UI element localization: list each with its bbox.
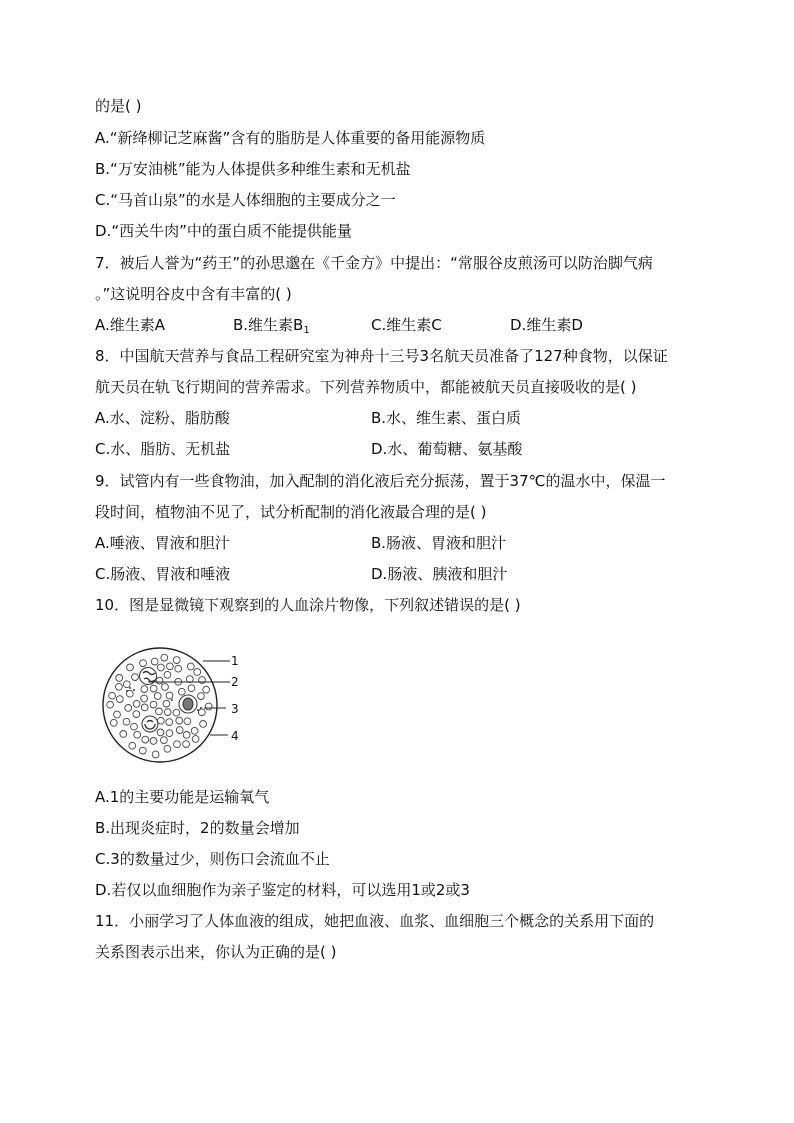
red-blood-cell [114, 711, 121, 718]
blood-smear-figure [100, 640, 250, 770]
red-blood-cell [150, 738, 157, 745]
platelet [129, 687, 131, 689]
red-blood-cell [156, 708, 163, 715]
red-blood-cell [158, 664, 165, 671]
red-blood-cell [158, 717, 165, 724]
red-blood-cell [134, 731, 141, 738]
figure-label-3: 3 [231, 702, 239, 716]
question-7-stem-line1: 7．被后人誉为“药王”的孙思邈在《千金方》中提出：“常服谷皮煎汤可以防治脚气病 [95, 254, 653, 272]
question-7-option-b [233, 315, 310, 335]
red-blood-cell [116, 675, 123, 682]
red-blood-cell [133, 711, 140, 718]
question-7-option-a: A.维生素A [95, 316, 166, 334]
red-blood-cell [166, 719, 173, 726]
question-6-option-d: D.“西关牛肉”中的蛋白质不能提供能量 [95, 222, 352, 240]
red-blood-cell [184, 718, 191, 725]
question-6-stem-end: 的是( ) [95, 97, 142, 115]
red-blood-cell [198, 709, 205, 716]
red-blood-cell [187, 663, 194, 670]
red-blood-cell [164, 671, 171, 678]
red-blood-cell [194, 669, 201, 676]
question-8-option-b: B.水、维生素、蛋白质 [371, 409, 522, 427]
question-7-stem-line2: 。”这说明谷皮中含有丰富的( ) [95, 285, 292, 303]
question-9-option-a: A.唾液、胃液和胆汁 [95, 534, 230, 552]
question-11-stem-line2: 关系图表示出来，你认为正确的是( ) [95, 943, 337, 961]
red-blood-cell [120, 731, 127, 738]
red-blood-cell [110, 719, 117, 726]
question-10-option-d: D.若仅以血细胞作为亲子鉴定的材料，可以选用1或2或3 [95, 881, 470, 899]
red-blood-cell [173, 709, 180, 716]
red-blood-cell [176, 717, 183, 724]
red-blood-cell [131, 723, 138, 730]
red-blood-cell [123, 681, 130, 688]
red-blood-cell [166, 692, 173, 699]
red-blood-cell [191, 727, 198, 734]
red-blood-cell [125, 705, 132, 712]
question-8-stem-line1: 8．中国航天营养与食品工程研究室为神舟十三号3名航天员准备了127种食物，以保证 [95, 347, 668, 365]
red-blood-cell [175, 665, 182, 672]
platelet [133, 689, 135, 691]
red-blood-cell [173, 657, 180, 664]
red-blood-cell [157, 729, 164, 736]
red-blood-cell [166, 730, 173, 737]
question-6-option-a: A.“新绛柳记芝麻酱”含有的脂肪是人体重要的备用能源物质 [95, 129, 486, 147]
red-blood-cell [156, 677, 163, 684]
question-9-stem-line1: 9．试管内有一些食物油，加入配制的消化液后充分振荡，置于37℃的温水中，保温一 [95, 472, 666, 490]
platelet [197, 709, 199, 711]
question-8-stem-line2: 航天员在轨飞行期间的营养需求。下列营养物质中，都能被航天员直接吸收的是( ) [95, 378, 637, 396]
red-blood-cell [141, 704, 148, 711]
question-9-option-c: C.肠液、胃液和唾液 [95, 565, 231, 583]
question-10-option-b: B.出现炎症时，2的数量会增加 [95, 819, 300, 837]
red-blood-cell [164, 709, 171, 716]
microscope-field-circle [103, 648, 217, 762]
red-blood-cell [142, 736, 149, 743]
blood-smear-svg [100, 640, 250, 770]
question-9-stem-line2: 段时间，植物油不见了，试分析配制的消化液最合理的是( ) [95, 503, 487, 521]
red-blood-cell [133, 700, 140, 707]
red-blood-cell [176, 727, 183, 734]
platelet [126, 690, 128, 692]
question-11-stem-line1: 11．小丽学习了人体血液的组成，她把血液、血浆、血细胞三个概念的关系用下面的 [95, 912, 655, 930]
red-blood-cell [163, 700, 170, 707]
question-7-option-b-text: B.维生素B [233, 316, 304, 334]
red-blood-cell [186, 676, 193, 683]
red-blood-cell [109, 692, 116, 699]
red-blood-cell [161, 654, 168, 661]
white-blood-cell [142, 716, 158, 732]
red-blood-cell [200, 721, 207, 728]
red-blood-cell [162, 684, 169, 691]
question-8-option-d: D.水、葡萄糖、氨基酸 [371, 440, 523, 458]
question-10-option-c: C.3的数量过少，则伤口会流血不止 [95, 850, 330, 868]
question-8-option-a: A.水、淀粉、脂肪酸 [95, 409, 230, 427]
red-blood-cell [129, 742, 136, 749]
figure-label-4: 4 [231, 729, 239, 743]
red-blood-cell [150, 685, 157, 692]
question-7-option-c: C.维生素C [371, 316, 442, 334]
red-blood-cell [152, 751, 159, 758]
white-blood-cell [179, 695, 197, 713]
red-blood-cell [132, 674, 139, 681]
red-blood-cell [141, 686, 148, 693]
figure-label-2: 2 [231, 675, 239, 689]
red-blood-cell [116, 696, 123, 703]
red-blood-cell [151, 658, 158, 665]
red-blood-cell [203, 686, 210, 693]
red-blood-cell [139, 747, 146, 754]
question-7-option-b-subscript: 1 [303, 325, 310, 336]
red-blood-cell [150, 701, 157, 708]
question-10-stem: 10．图是显微镜下观察到的人血涂片物像，下列叙述错误的是( ) [95, 596, 521, 614]
question-8-option-c: C.水、脂肪、无机盐 [95, 440, 231, 458]
red-blood-cell [140, 660, 147, 667]
red-blood-cell [161, 737, 168, 744]
red-blood-cell [198, 693, 205, 700]
question-6-option-b: B.“万安油桃”能为人体提供多种维生素和无机盐 [95, 160, 411, 178]
red-blood-cell [192, 736, 199, 743]
red-blood-cell [154, 693, 161, 700]
question-6-option-c: C.“马首山泉”的水是人体细胞的主要成分之一 [95, 191, 396, 209]
red-blood-cell [116, 683, 123, 690]
red-blood-cell [188, 685, 195, 692]
red-blood-cell [174, 741, 181, 748]
red-blood-cell [205, 703, 212, 710]
question-9-option-d: D.肠液、胰液和胆汁 [371, 565, 508, 583]
question-9-option-b: B.肠液、胃液和胆汁 [371, 534, 507, 552]
red-blood-cell [183, 741, 190, 748]
red-blood-cell [123, 718, 130, 725]
red-blood-cell [164, 745, 171, 752]
figure-label-1: 1 [231, 654, 239, 668]
platelet [200, 707, 202, 709]
red-blood-cell [141, 695, 148, 702]
question-10-option-a: A.1的主要功能是运输氧气 [95, 788, 270, 806]
red-blood-cell [127, 664, 134, 671]
red-blood-cell [107, 701, 114, 708]
red-blood-cell [183, 732, 190, 739]
platelet [171, 699, 173, 701]
red-blood-cell [167, 663, 174, 670]
question-7-option-d: D.维生素D [510, 316, 583, 334]
red-blood-cell [178, 688, 185, 695]
